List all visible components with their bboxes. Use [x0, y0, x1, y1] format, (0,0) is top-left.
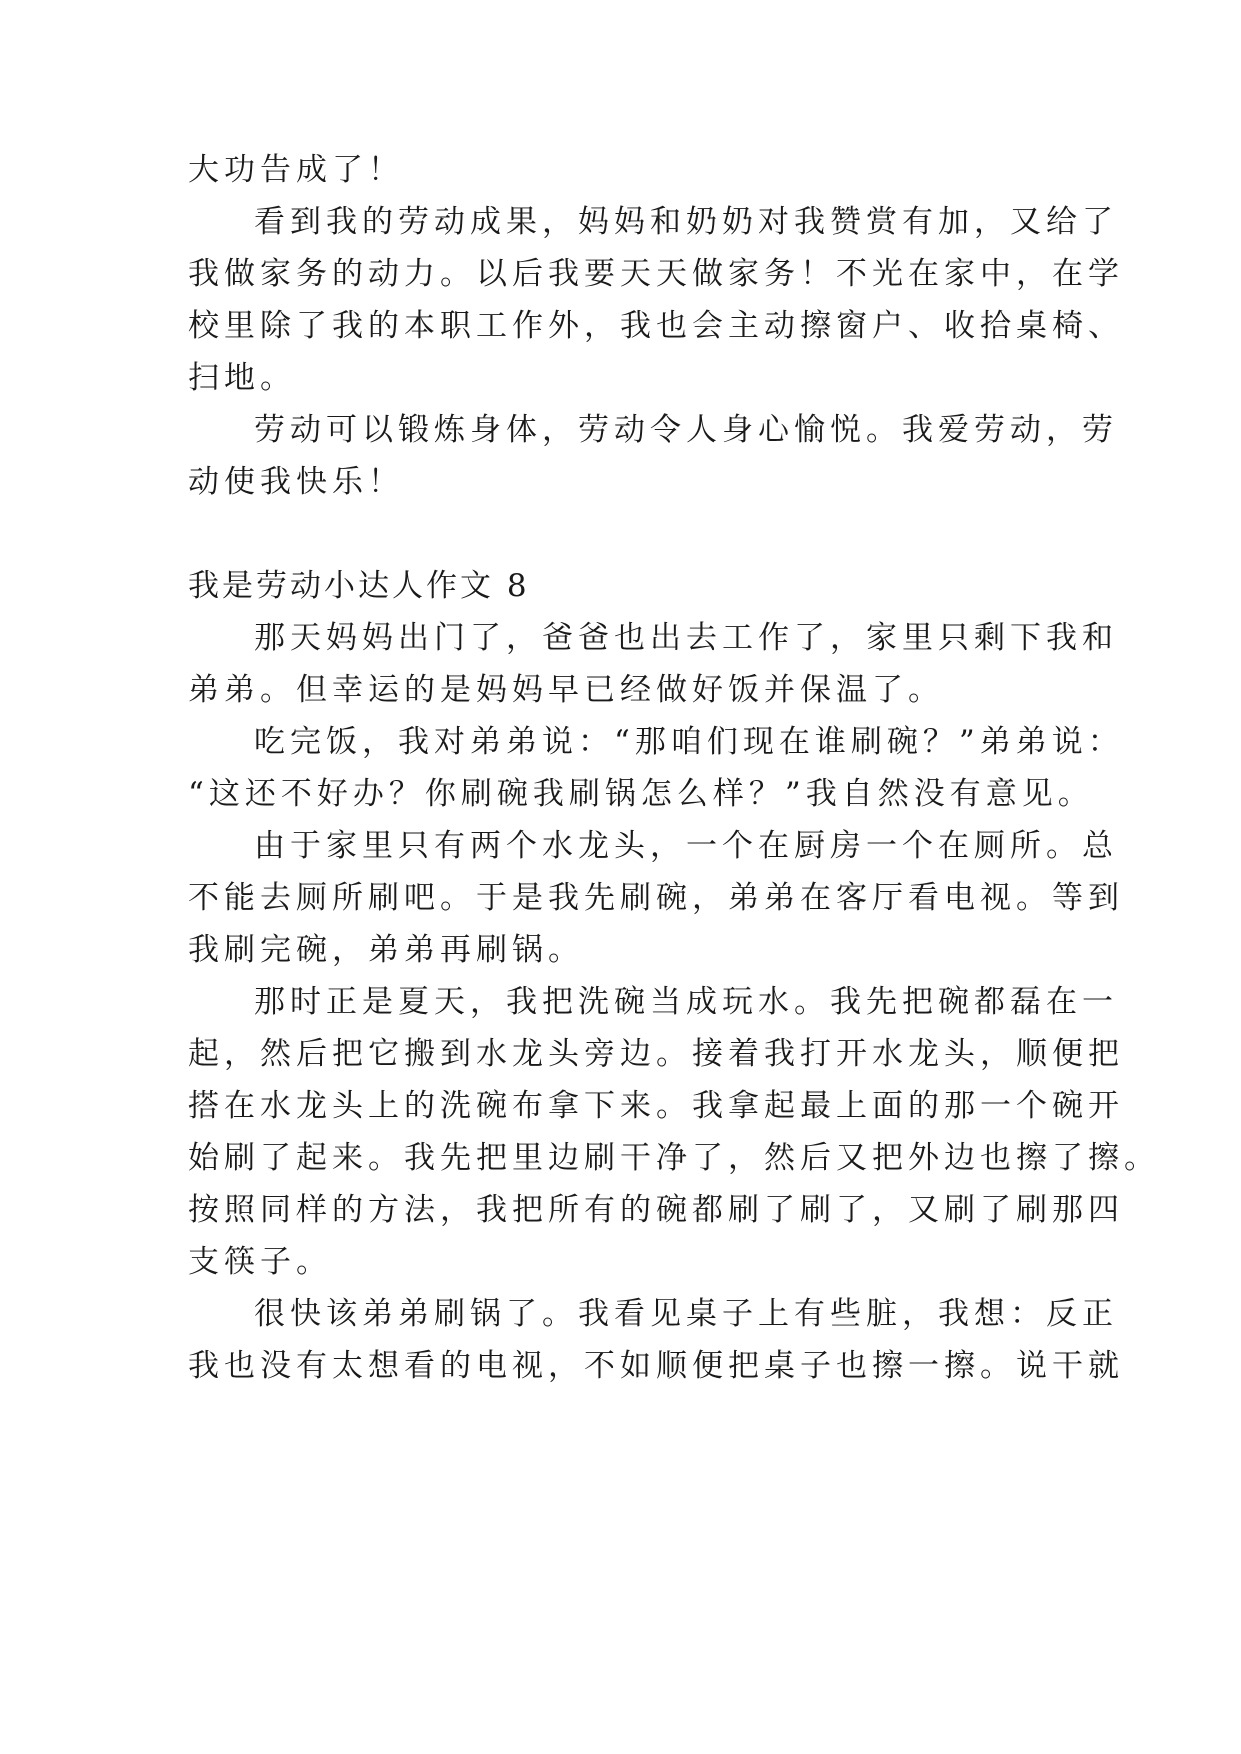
text-line: 支筷子。	[188, 1244, 332, 1280]
text-line: 大功告成了！	[188, 152, 404, 188]
text-line: “这还不好办？你刷碗我刷锅怎么样？”我自然没有意见。	[188, 776, 1094, 812]
text-line: 起，然后把它搬到水龙头旁边。接着我打开水龙头，顺便把	[188, 1036, 1124, 1072]
text-line: 很快该弟弟刷锅了。我看见桌子上有些脏，我想：反正	[254, 1296, 1118, 1332]
text-line: 校里除了我的本职工作外，我也会主动擦窗户、收拾桌椅、	[188, 308, 1124, 344]
text-line: 那时正是夏天，我把洗碗当成玩水。我先把碗都磊在一	[254, 984, 1118, 1020]
text-line: 搭在水龙头上的洗碗布拿下来。我拿起最上面的那一个碗开	[188, 1088, 1124, 1124]
section-heading: 我是劳动小达人作文 8	[188, 568, 530, 604]
text-line: 我刷完碗，弟弟再刷锅。	[188, 932, 584, 968]
text-line: 扫地。	[188, 360, 296, 396]
text-line: 动使我快乐！	[188, 464, 404, 500]
text-line: 始刷了起来。我先把里边刷干净了，然后又把外边也擦了擦。	[188, 1140, 1160, 1176]
text-line: 我也没有太想看的电视，不如顺便把桌子也擦一擦。说干就	[188, 1348, 1124, 1384]
text-line: 不能去厕所刷吧。于是我先刷碗，弟弟在客厅看电视。等到	[188, 880, 1124, 916]
text-line: 那天妈妈出门了，爸爸也出去工作了，家里只剩下我和	[254, 620, 1118, 656]
text-line: 弟弟。但幸运的是妈妈早已经做好饭并保温了。	[188, 672, 944, 708]
text-line: 吃完饭，我对弟弟说：“那咱们现在谁刷碗？”弟弟说：	[254, 724, 1124, 760]
text-line: 看到我的劳动成果，妈妈和奶奶对我赞赏有加，又给了	[254, 204, 1118, 240]
text-line: 按照同样的方法，我把所有的碗都刷了刷了，又刷了刷那四	[188, 1192, 1124, 1228]
text-line: 我做家务的动力。以后我要天天做家务！不光在家中，在学	[188, 256, 1124, 292]
text-line: 由于家里只有两个水龙头，一个在厨房一个在厕所。总	[254, 828, 1118, 864]
text-line: 劳动可以锻炼身体，劳动令人身心愉悦。我爱劳动，劳	[254, 412, 1118, 448]
